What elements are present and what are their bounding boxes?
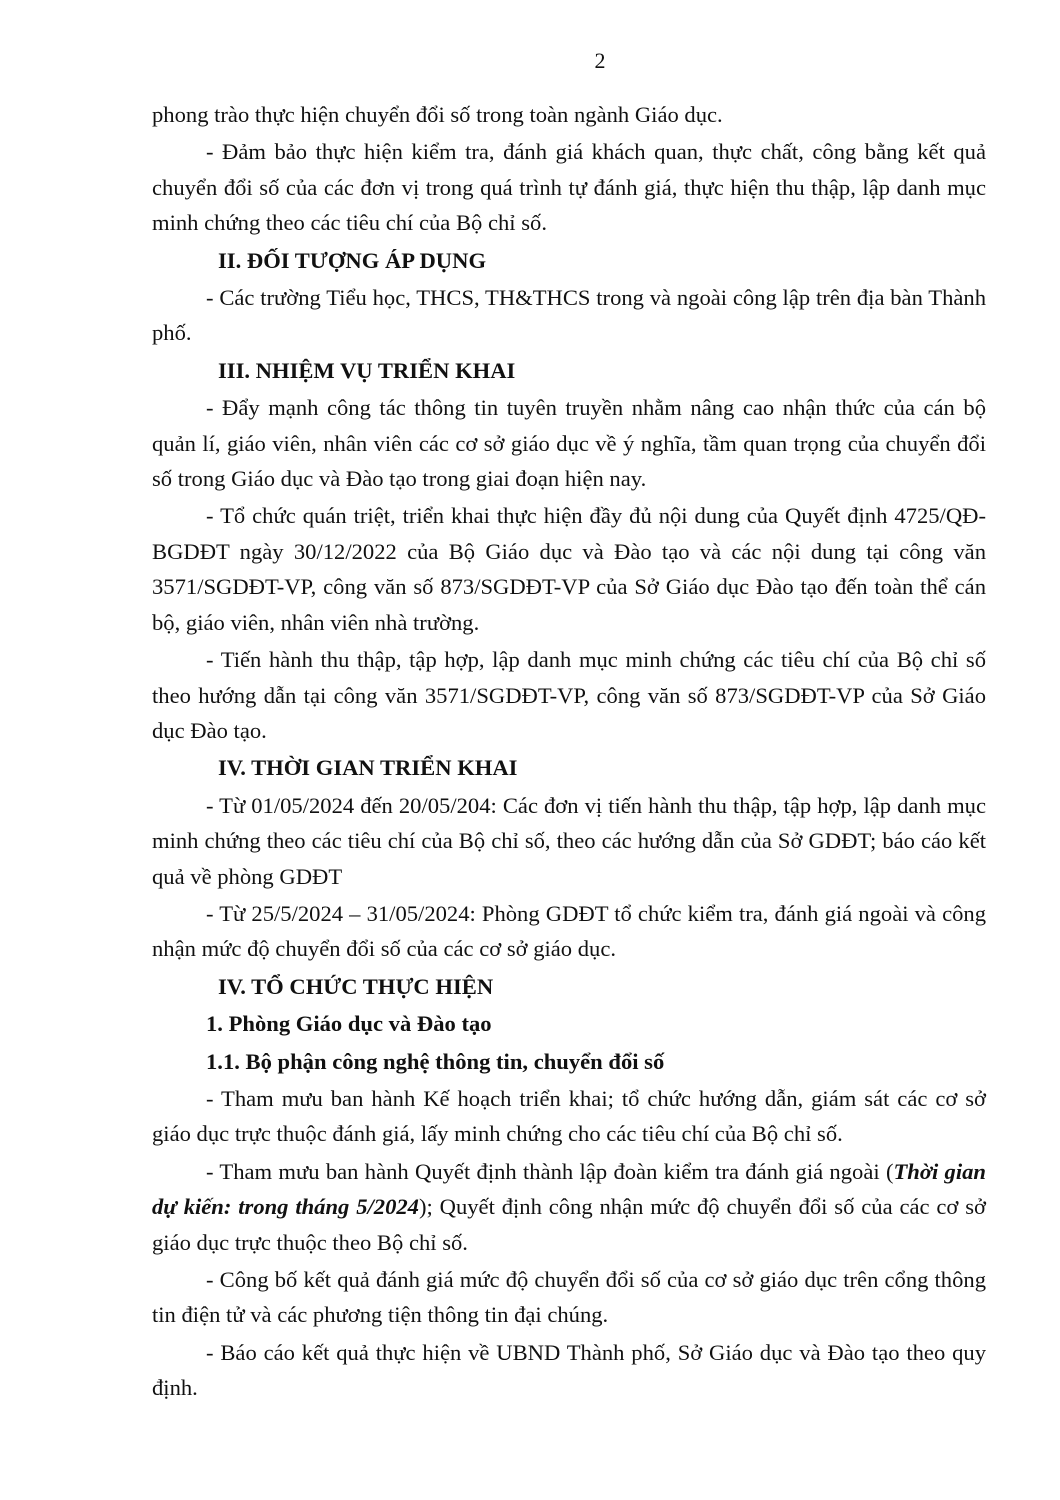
paragraph-timeline-inspection: - Từ 25/5/2024 – 31/05/2024: Phòng GDĐT tổ chức kiểm tra, đánh giá ngoài và công nhận mức độ chuyển đổi số của các cơ sở giáo dục. <box>152 900 986 962</box>
paragraph-intro-continuation: phong trào thực hiện chuyển đổi số trong toàn ngành Giáo dục. <box>152 102 723 127</box>
page-number: 2 <box>594 48 606 73</box>
subsection-heading-department: 1. Phòng Giáo dục và Đào tạo <box>206 1011 492 1037</box>
paragraph-ensure-evaluation: - Đảm bảo thực hiện kiểm tra, đánh giá khách quan, thực chất, công bằng kết quả chuyển đổi số của các đơn vị trong quá trình tự đánh giá, thực hiện thu thập, lập danh mục minh chứng theo các tiêu chí của Bộ chỉ số. <box>152 139 986 236</box>
section-heading-scope: II. ĐỐI TƯỢNG ÁP DỤNG <box>218 247 487 273</box>
subsection-heading-it-unit: 1.1. Bộ phận công nghệ thông tin, chuyển đổi số <box>206 1048 665 1074</box>
paragraph-it-report: - Báo cáo kết quả thực hiện về UBND Thành phố, Sở Giáo dục và Đào tạo theo quy định. <box>152 1339 986 1401</box>
paragraph-it-publish: - Công bố kết quả đánh giá mức độ chuyển đổi số của cơ sở giáo dục trên cổng thông tin điện tử và các phương tiện thông tin đại chúng. <box>152 1267 986 1328</box>
section-heading-organization: IV. TỔ CHỨC THỰC HIỆN <box>218 973 494 999</box>
paragraph-task-evidence: - Tiến hành thu thập, tập hợp, lập danh mục minh chứng các tiêu chí của Bộ chỉ số theo hướng dẫn tại công văn 3571/SGDĐT-VP, công văn số 873/SGDĐT-VP của Sở Giáo dục Đào tạo. <box>152 647 986 743</box>
paragraph-it-decision-start: - Tham mưu ban hành Quyết định thành lập đoàn kiểm tra đánh giá ngoài ( <box>206 1158 894 1184</box>
paragraph-task-dissemination: - Tổ chức quán triệt, triển khai thực hiện đầy đủ nội dung của Quyết định 4725/QĐ-BGDĐT ngày 30/12/2022 của Bộ Giáo dục và Đào tạo và các nội dung tại công văn 3571/SGDĐT-VP, công văn số 873/SGDĐT-VP của Sở Giáo dục Đào tạo đến toàn thể cán bộ, giáo viên, nhân viên nhà trường. <box>152 503 986 635</box>
paragraph-timeline-collection: - Từ 01/05/2024 đến 20/05/204: Các đơn vị tiến hành thu thập, tập hợp, lập danh mục minh chứng theo các tiêu chí của Bộ chỉ số, theo các hướng dẫn của Sở GDĐT; báo cáo kết quả về phòng GDĐT <box>152 792 986 889</box>
expected-time-emphasis: Thời gian dự kiến: trong tháng 5/2024 <box>152 1158 986 1220</box>
paragraph-it-plan: - Tham mưu ban hành Kế hoạch triển khai; tổ chức hướng dẫn, giám sát các cơ sở giáo dục trực thuộc đánh giá, lấy minh chứng cho các tiêu chí của Bộ chỉ số. <box>152 1085 986 1147</box>
paragraph-it-decision <box>152 1154 986 1260</box>
paragraph-it-decision-end: ); Quyết định công nhận mức độ chuyển đổi số của các cơ sở giáo dục trực thuộc theo Bộ chỉ số. <box>152 1194 986 1255</box>
paragraph-scope-schools: - Các trường Tiểu học, THCS, TH&THCS trong và ngoài công lập trên địa bàn Thành phố. <box>152 285 986 346</box>
paragraph-task-communication: - Đẩy mạnh công tác thông tin tuyên truyền nhằm nâng cao nhận thức của cán bộ quản lí, giáo viên, nhân viên các cơ sở giáo dục về ý nghĩa, tầm quan trọng của chuyển đổi số trong Giáo dục và Đào tạo trong giai đoạn hiện nay. <box>152 395 986 492</box>
section-heading-tasks: III. NHIỆM VỤ TRIỂN KHAI <box>218 357 516 383</box>
document-body <box>152 97 986 1408</box>
section-heading-timeline: IV. THỜI GIAN TRIỂN KHAI <box>218 755 518 781</box>
